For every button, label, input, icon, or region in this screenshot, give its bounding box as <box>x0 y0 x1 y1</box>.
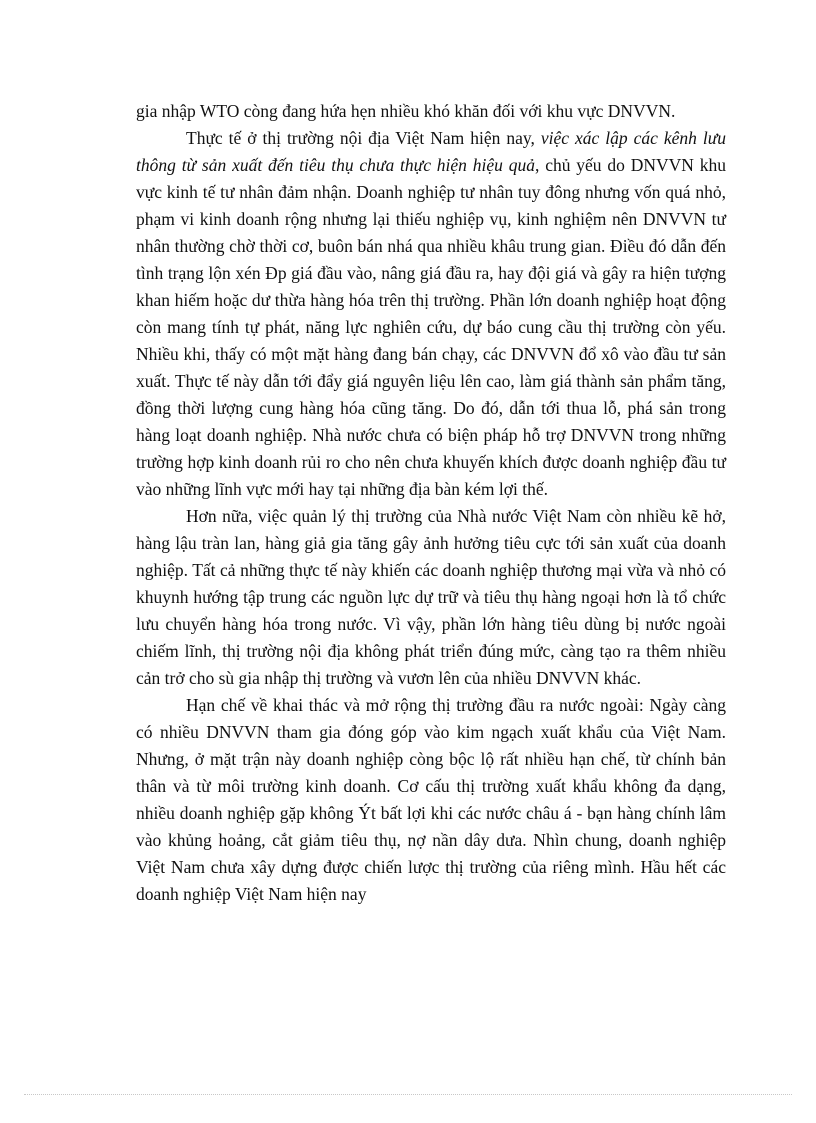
page-bottom-divider <box>24 1094 792 1095</box>
paragraph-2-body: , chủ yếu do DNVVN khu vực kinh tế tư nhân đảm nhận. Doanh nghiệp tư nhân tuy đông nhưng vốn quá nhỏ, phạm vi kinh doanh rộng nhưng lại thiếu nghiệp vụ, kinh nghiệm nên DNVVN tư nhân thường chờ thời cơ, buôn bán nhá qua nhiều khâu trung gian. Điều đó dẫn đến tình trạng lộn xén Đp giá đầu vào, nâng giá đầu ra, hay đội giá và gây ra hiện tượng khan hiếm hoặc dư thừa hàng hóa trên thị trường. Phần lớn doanh nghiệp hoạt động còn mang tính tự phát, năng lực nghiên cứu, dự báo cung cầu thị trường còn yếu. Nhiều khi, thấy có một mặt hàng đang bán chạy, các DNVVN đổ xô vào đầu tư sản xuất. Thực tế này dẫn tới đẩy giá nguyên liệu lên cao, làm giá thành sản phẩm tăng, đồng thời lượng cung hàng hóa cũng tăng. Do đó, dẫn tới thua lỗ, phá sản trong hàng loạt doanh nghiệp. Nhà nước chưa có biện pháp hỗ trợ DNVVN trong những trường hợp kinh doanh rủi ro cho nên chưa khuyến khích được doanh nghiệp đầu tư vào những lĩnh vực mới hay tại những địa bàn kém lợi thế. <box>136 155 726 499</box>
document-page <box>136 98 726 908</box>
paragraph-4-text: Hạn chế về khai thác và mở rộng thị trường đầu ra nước ngoài: Ngày càng có nhiều DNVVN tham gia đóng góp vào kim ngạch xuất khẩu của Việt Nam. Nhưng, ở mặt trận này doanh nghiệp còng bộc lộ rất nhiều hạn chế, từ chính bản thân và từ môi trường kinh doanh. Cơ cấu thị trường xuất khẩu không đa dạng, nhiều doanh nghiệp gặp không Ýt bất lợi khi các nước châu á - bạn hàng chính lâm vào khủng hoảng, cắt giảm tiêu thụ, nợ nần dây dưa. Nhìn chung, doanh nghiệp Việt Nam chưa xây dựng được chiến lược thị trường của riêng mình. Hầu hết các doanh nghiệp Việt Nam hiện nay <box>136 695 726 904</box>
paragraph-1 <box>136 98 726 125</box>
paragraph-3-text: Hơn nữa, việc quản lý thị trường của Nhà nước Việt Nam còn nhiều kẽ hở, hàng lậu tràn lan, hàng giả gia tăng gây ảnh hưởng tiêu cực tới sản xuất của doanh nghiệp. Tất cả những thực tế này khiến các doanh nghiệp thương mại vừa và nhỏ có khuynh hướng tập trung các nguồn lực dự trữ và tiêu thụ hàng ngoại hơn là tổ chức lưu chuyển hàng hóa trong nước. Vì vậy, phần lớn hàng tiêu dùng bị nước ngoài chiếm lĩnh, thị trường nội địa không phát triển đúng mức, càng tạo ra thêm nhiều cản trở cho sù gia nhập thị trường và vươn lên của nhiều DNVVN khác. <box>136 506 726 688</box>
paragraph-1-text: gia nhập WTO còng đang hứa hẹn nhiều khó khăn đối với khu vực DNVVN. <box>136 101 676 121</box>
paragraph-3 <box>136 503 726 692</box>
paragraph-2-intro: Thực tế ở thị trường nội địa Việt Nam hiện nay, <box>186 128 541 148</box>
paragraph-2 <box>136 125 726 503</box>
paragraph-2-emphasis: việc xác lập các kênh lưu thông từ sản xuất đến tiêu thụ chưa thực hiện hiệu quả <box>136 128 726 175</box>
paragraph-4 <box>136 692 726 908</box>
